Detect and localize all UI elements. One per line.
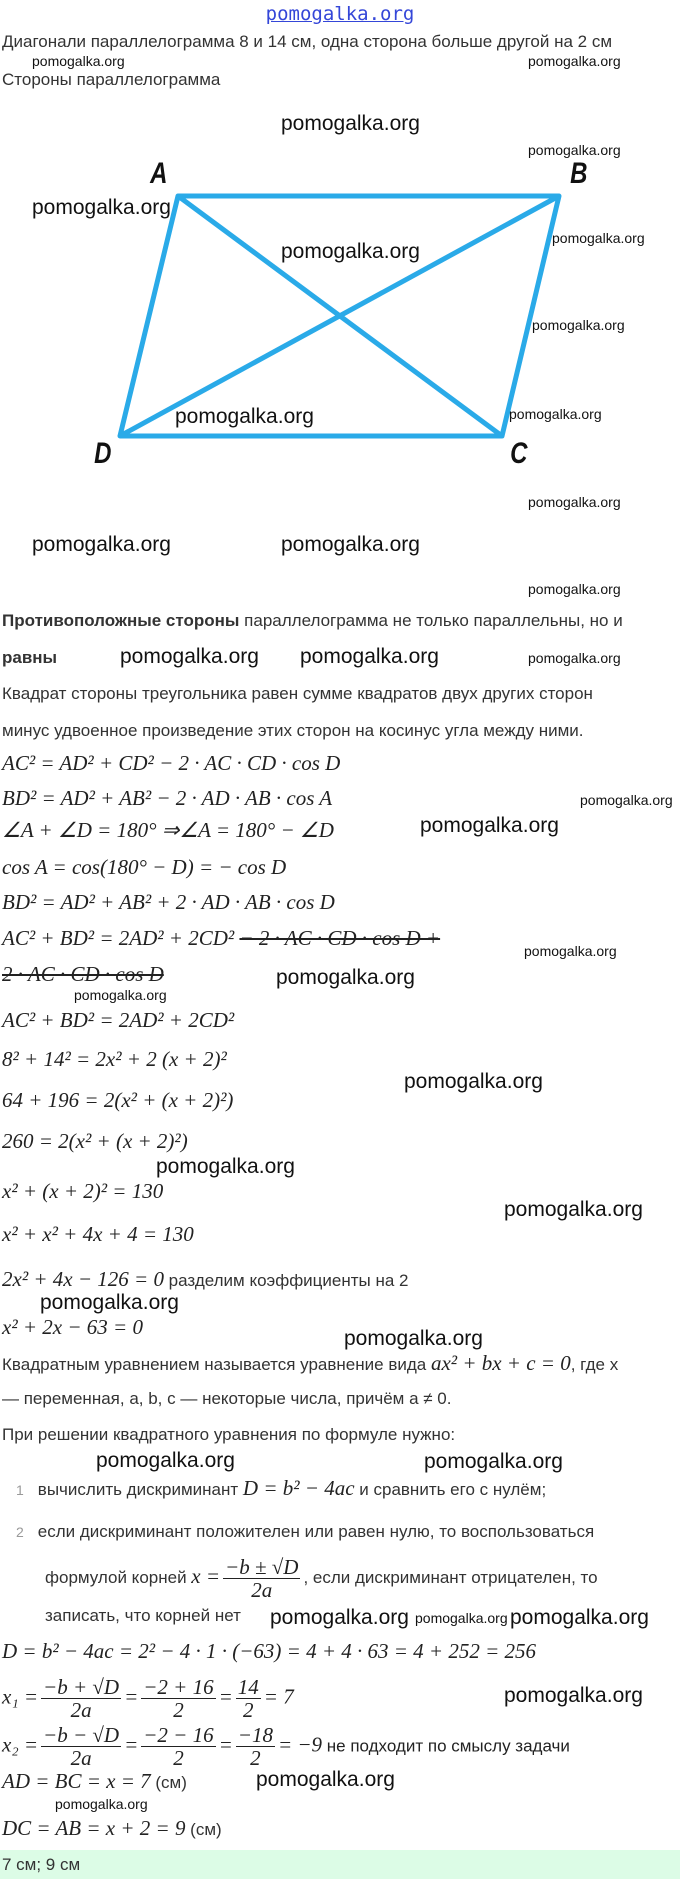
denominator: 2 <box>173 1698 184 1722</box>
watermark: pomogalka.org <box>510 1606 649 1629</box>
fraction <box>41 1676 121 1721</box>
watermark: pomogalka.org <box>580 792 673 808</box>
watermark: pomogalka.org <box>528 494 621 510</box>
equation: D = b² − 4ac <box>242 1476 355 1500</box>
answer-text: 7 см; 9 см <box>2 1855 81 1874</box>
diagonal-bd <box>120 196 559 436</box>
lhs: x₁ = <box>2 1684 39 1709</box>
result-dc: DC = AB = x + 2 = 9 <box>2 1816 186 1840</box>
denominator: 2 <box>243 1698 254 1722</box>
numerator: 14 <box>237 1675 259 1699</box>
watermark: pomogalka.org <box>420 814 559 837</box>
equation: ∠A + ∠D = 180° ⇒∠A = 180° − ∠D <box>2 818 334 842</box>
watermark: pomogalka.org <box>40 1291 179 1314</box>
site-logo[interactable]: pomogalka.org <box>265 3 415 25</box>
watermark: pomogalka.org <box>276 966 415 989</box>
equation: BD² = AD² + AB² + 2 · AD · AB · cos D <box>2 890 335 914</box>
watermark: pomogalka.org <box>528 53 621 69</box>
watermark: pomogalka.org <box>32 196 171 219</box>
watermark: pomogalka.org <box>415 1610 508 1626</box>
question-text: Стороны параллелограмма <box>2 70 221 89</box>
denominator: 2 <box>173 1746 184 1770</box>
fraction <box>236 1724 275 1769</box>
equation: AC² = AD² + CD² − 2 · AC · CD · cos D <box>2 751 341 775</box>
equation: x = <box>191 1563 221 1588</box>
definition <box>2 1352 618 1376</box>
text: , где x <box>570 1355 619 1374</box>
vertex-b-label: B <box>570 157 588 190</box>
watermark: pomogalka.org <box>96 1449 235 1472</box>
text: и сравнить его с нулём; <box>354 1480 547 1499</box>
numerator: −b + √D <box>43 1675 120 1699</box>
fraction <box>141 1676 215 1721</box>
watermark: pomogalka.org <box>74 987 167 1003</box>
watermark: pomogalka.org <box>552 230 645 246</box>
text: Квадрат стороны треугольника равен сумме квадратов двух других сторон <box>2 684 593 703</box>
equation: BD² = AD² + AB² − 2 · AD · AB · cos A <box>2 786 333 810</box>
note: не подходит по смыслу задачи <box>322 1736 570 1756</box>
watermark: pomogalka.org <box>281 112 420 135</box>
text: минус удвоенное произведение этих сторон на косинус угла между ними. <box>2 721 584 740</box>
text: Квадратным уравнением называется уравнение вида <box>2 1355 431 1374</box>
watermark: pomogalka.org <box>524 943 617 959</box>
watermark: pomogalka.org <box>424 1450 563 1473</box>
equation: x² + 2x − 63 = 0 <box>2 1315 143 1339</box>
fraction <box>236 1676 261 1721</box>
watermark: pomogalka.org <box>120 645 259 668</box>
watermark: pomogalka.org <box>509 406 602 422</box>
numerator: −2 − 16 <box>143 1723 214 1747</box>
equation: x² + x² + 4x + 4 = 130 <box>2 1222 194 1246</box>
watermark: pomogalka.org <box>281 240 420 263</box>
numerator: −18 <box>237 1723 273 1747</box>
result-ad: AD = BC = x = 7 <box>2 1769 151 1793</box>
root-x2: x₂ = $\frac{-b - √D}{2a}$ = $\frac{-2 - 16}{2}$ = $\frac{-18}{2}$ = −9 не подходит по смыслу задачи <box>2 1723 570 1770</box>
list-number: 2 <box>16 1524 24 1540</box>
text: , если дискриминант отрицателен, то <box>303 1567 598 1587</box>
unit: (см) <box>185 1820 222 1839</box>
vertex-c-label: C <box>510 437 528 470</box>
equation: 64 + 196 = 2(x² + (x + 2)²) <box>2 1088 234 1112</box>
equation: 2x² + 4x − 126 = 0 <box>2 1267 164 1291</box>
equation: ax² + bx + c = 0 <box>430 1351 571 1375</box>
text: формулой корней <box>45 1567 192 1587</box>
formula-line <box>45 1556 598 1601</box>
equation: 8² + 14² = 2x² + 2 (x + 2)² <box>2 1047 227 1071</box>
watermark: pomogalka.org <box>528 142 621 158</box>
problem-text: Диагонали параллелограмма 8 и 14 см, одна сторона больше другой на 2 см <box>2 32 613 51</box>
denominator: 2a <box>70 1698 92 1722</box>
watermark: pomogalka.org <box>270 1606 409 1629</box>
paragraph <box>2 647 57 669</box>
text: разделим коэффициенты на 2 <box>163 1271 409 1290</box>
watermark: pomogalka.org <box>532 317 625 333</box>
denominator: 2 <box>250 1746 261 1770</box>
unit: (см) <box>150 1773 187 1792</box>
watermark: pomogalka.org <box>175 405 314 428</box>
watermark: pomogalka.org <box>281 533 420 556</box>
vertex-a-label: A <box>150 157 168 190</box>
watermark: pomogalka.org <box>528 581 621 597</box>
root-x1: x₁ = $\frac{-b + √D}{2a}$ = $\frac{-2 + 16}{2}$ = $\frac{14}{2}$ = 7 <box>2 1675 294 1722</box>
numerator: −2 + 16 <box>143 1675 214 1699</box>
equation: 260 = 2(x² + (x + 2)²) <box>2 1129 188 1153</box>
equation-line <box>2 1268 409 1292</box>
lhs: x₂ = <box>2 1732 39 1757</box>
answer-box <box>0 1850 680 1879</box>
watermark: pomogalka.org <box>528 650 621 666</box>
watermark: pomogalka.org <box>344 1327 483 1350</box>
fraction <box>223 1556 300 1601</box>
discriminant: D = b² − 4ac = 2² − 4 · 1 · (−63) = 4 + 4 · 63 = 4 + 252 = 256 <box>2 1639 537 1663</box>
watermark: pomogalka.org <box>300 645 439 668</box>
result-line <box>2 1770 187 1794</box>
list-item <box>2 1477 546 1501</box>
fraction <box>41 1724 121 1769</box>
text: вычислить дискриминант <box>37 1480 243 1499</box>
list-item <box>2 1521 594 1543</box>
struck-term: 2 · AC · CD · cos D <box>2 962 164 986</box>
fraction <box>141 1724 215 1769</box>
text: — переменная, a, b, c — некоторые числа, причём a ≠ 0. <box>2 1389 452 1408</box>
watermark: pomogalka.org <box>504 1198 643 1221</box>
list-number: 1 <box>16 1482 24 1498</box>
watermark: pomogalka.org <box>156 1155 295 1178</box>
equation: x² + (x + 2)² = 130 <box>2 1179 164 1203</box>
paragraph <box>2 610 623 632</box>
bold-term: Противоположные стороны <box>2 611 240 630</box>
equation: AC² + BD² = 2AD² + 2CD² <box>2 1008 235 1032</box>
numerator: −b − √D <box>43 1723 120 1747</box>
denominator: 2a <box>251 1578 273 1602</box>
watermark: pomogalka.org <box>32 53 125 69</box>
watermark: pomogalka.org <box>32 533 171 556</box>
equation: AC² + BD² = 2AD² + 2CD² <box>2 926 240 950</box>
rhs: = 7 <box>263 1684 294 1709</box>
equation: cos A = cos(180° − D) = − cos D <box>2 855 287 879</box>
text: если дискриминант положителен или равен нулю, то воспользоваться <box>37 1522 595 1541</box>
watermark: pomogalka.org <box>504 1684 643 1707</box>
text: записать, что корней нет <box>45 1606 241 1625</box>
text: При решении квадратного уравнения по формуле нужно: <box>2 1425 456 1444</box>
rhs: = −9 <box>277 1732 323 1757</box>
text: параллелограмма не только параллельны, но и <box>239 611 623 630</box>
result-line <box>2 1817 222 1841</box>
equation-line <box>2 927 440 949</box>
watermark: pomogalka.org <box>256 1768 395 1791</box>
denominator: 2a <box>70 1746 92 1770</box>
struck-term: − 2 · AC · CD · cos D + <box>239 926 441 950</box>
vertex-d-label: D <box>94 437 112 470</box>
numerator: −b ± √D <box>225 1555 299 1579</box>
bold-term: равны <box>2 648 58 667</box>
watermark: pomogalka.org <box>404 1070 543 1093</box>
watermark: pomogalka.org <box>55 1796 148 1812</box>
